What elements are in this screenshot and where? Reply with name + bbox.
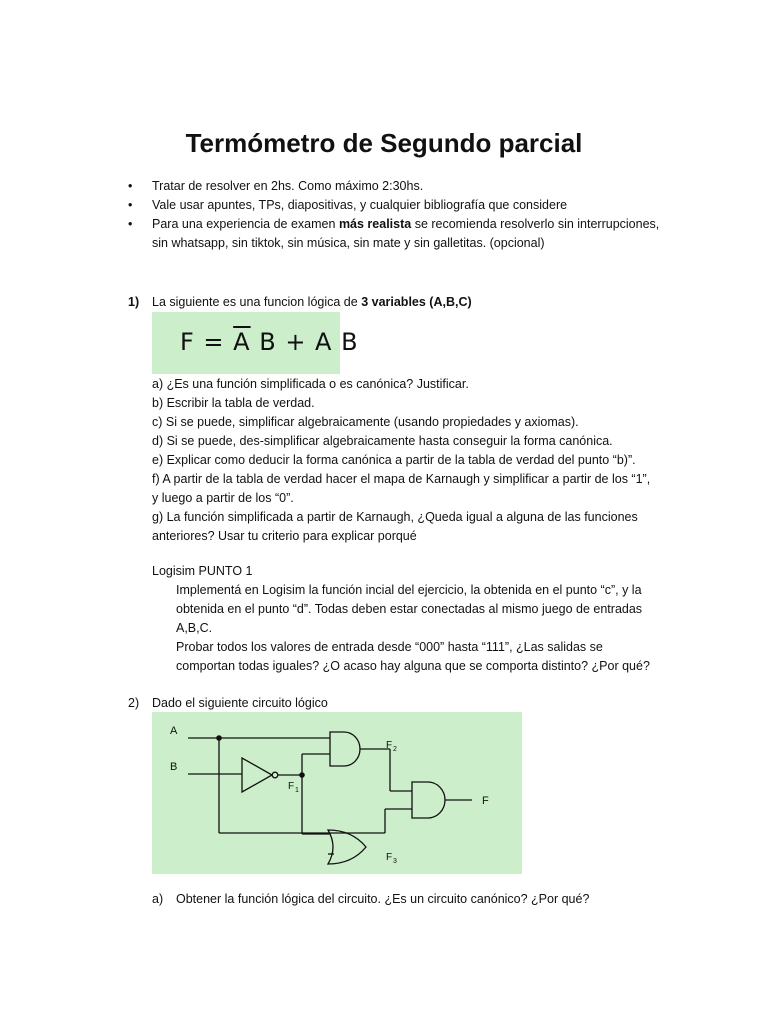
label-f: F [482,795,489,807]
or-gate-f3 [328,830,366,864]
q1-item-e: e) Explicar como deducir la forma canónica a partir de la tabla de verdad del punto “b)”. [152,453,636,467]
formula-a-bar: $\overline{A}$ [233,328,251,356]
not-bubble [272,772,278,778]
formula-box [152,312,359,374]
q1-intro [152,293,472,312]
formula-rest: B + A B [250,328,359,356]
bullet-3-bold: más realista [338,217,412,231]
bullet-dot: • [128,217,133,231]
label-f3: F [386,852,393,863]
q1-item-c: c) Si se puede, simplificar algebraicamente (usando propiedades y axiomas). [152,415,579,429]
label-f2: F [386,740,393,751]
and-gate-f2 [330,732,360,766]
logisim-line: A,B,C. [176,621,213,635]
circuit-svg [152,712,522,874]
page-title: Termómetro de Segundo parcial [185,128,583,158]
q2-item-a-label: a) [152,892,164,906]
q2-number: 2) [128,696,140,710]
bullet-3-post: se recomienda resolverlo sin interrupciones, [411,217,660,231]
q1-item-f: f) A partir de la tabla de verdad hacer el mapa de Karnaugh y simplificar a partir de los “1”, [152,472,651,486]
bullet-1: Tratar de resolver en 2hs. Como máximo 2:30hs. [152,179,424,193]
q2-item-a: Obtener la función lógica del circuito. ¿Es un circuito canónico? ¿Por qué? [176,892,590,906]
q1-item-g: g) La función simplificada a partir de Karnaugh, ¿Queda igual a alguna de las funciones [152,510,638,524]
logisim-line: comportan todas iguales? ¿O acaso hay alguna que se comporta distinto? ¿Por qué? [176,659,650,673]
junction-a [216,735,222,741]
junction-f1 [299,772,305,778]
label-f2-sub: 2 [393,746,397,753]
label-f1-sub: 1 [295,787,299,794]
formula [180,328,359,356]
q1-item-b: b) Escribir la tabla de verdad. [152,396,315,410]
q1-intro-bold: 3 variables (A,B,C) [361,295,472,309]
label-a: A [170,725,178,737]
q2-intro: Dado el siguiente circuito lógico [152,696,328,710]
logisim-line: Implementá en Logisim la función incial del ejercicio, la obtenida en el punto “c”, y la [176,583,642,597]
q1-item-f-cont: y luego a partir de los “0”. [152,491,294,505]
bullet-2: Vale usar apuntes, TPs, diapositivas, y cualquier bibliografía que considere [152,198,568,212]
bullet-3 [152,215,659,234]
formula-lhs: F = [180,328,234,356]
bullet-3-pre: Para una experiencia de examen [152,217,339,231]
label-f1: F [288,781,295,792]
logisim-line: obtenida en el punto “d”. Todas deben estar conectadas al mismo juego de entradas [176,602,643,616]
not-gate [242,758,272,792]
q1-item-a: a) ¿Es una función simplificada o es canónica? Justificar. [152,377,469,391]
logisim-line: Probar todos los valores de entrada desde “000” hasta “111”, ¿Las salidas se [176,640,603,654]
circuit-diagram [152,712,522,874]
label-b: B [170,761,178,773]
bullet-3-line2: sin whatsapp, sin tiktok, sin música, sin mate y sin galletitas. (opcional) [152,236,545,250]
q1-item-d: d) Si se puede, des-simplificar algebraicamente hasta conseguir la forma canónica. [152,434,613,448]
bullet-dot: • [128,179,133,193]
bullet-dot: • [128,198,133,212]
q1-number: 1) [128,295,140,309]
q1-item-g-cont: anteriores? Usar tu criterio para explicar porqué [152,529,417,543]
and-gate-f [412,782,445,818]
label-f3-sub: 3 [393,858,397,865]
logisim-title: Logisim PUNTO 1 [152,564,253,578]
q1-intro-text: La siguiente es una funcion lógica de [152,295,362,309]
